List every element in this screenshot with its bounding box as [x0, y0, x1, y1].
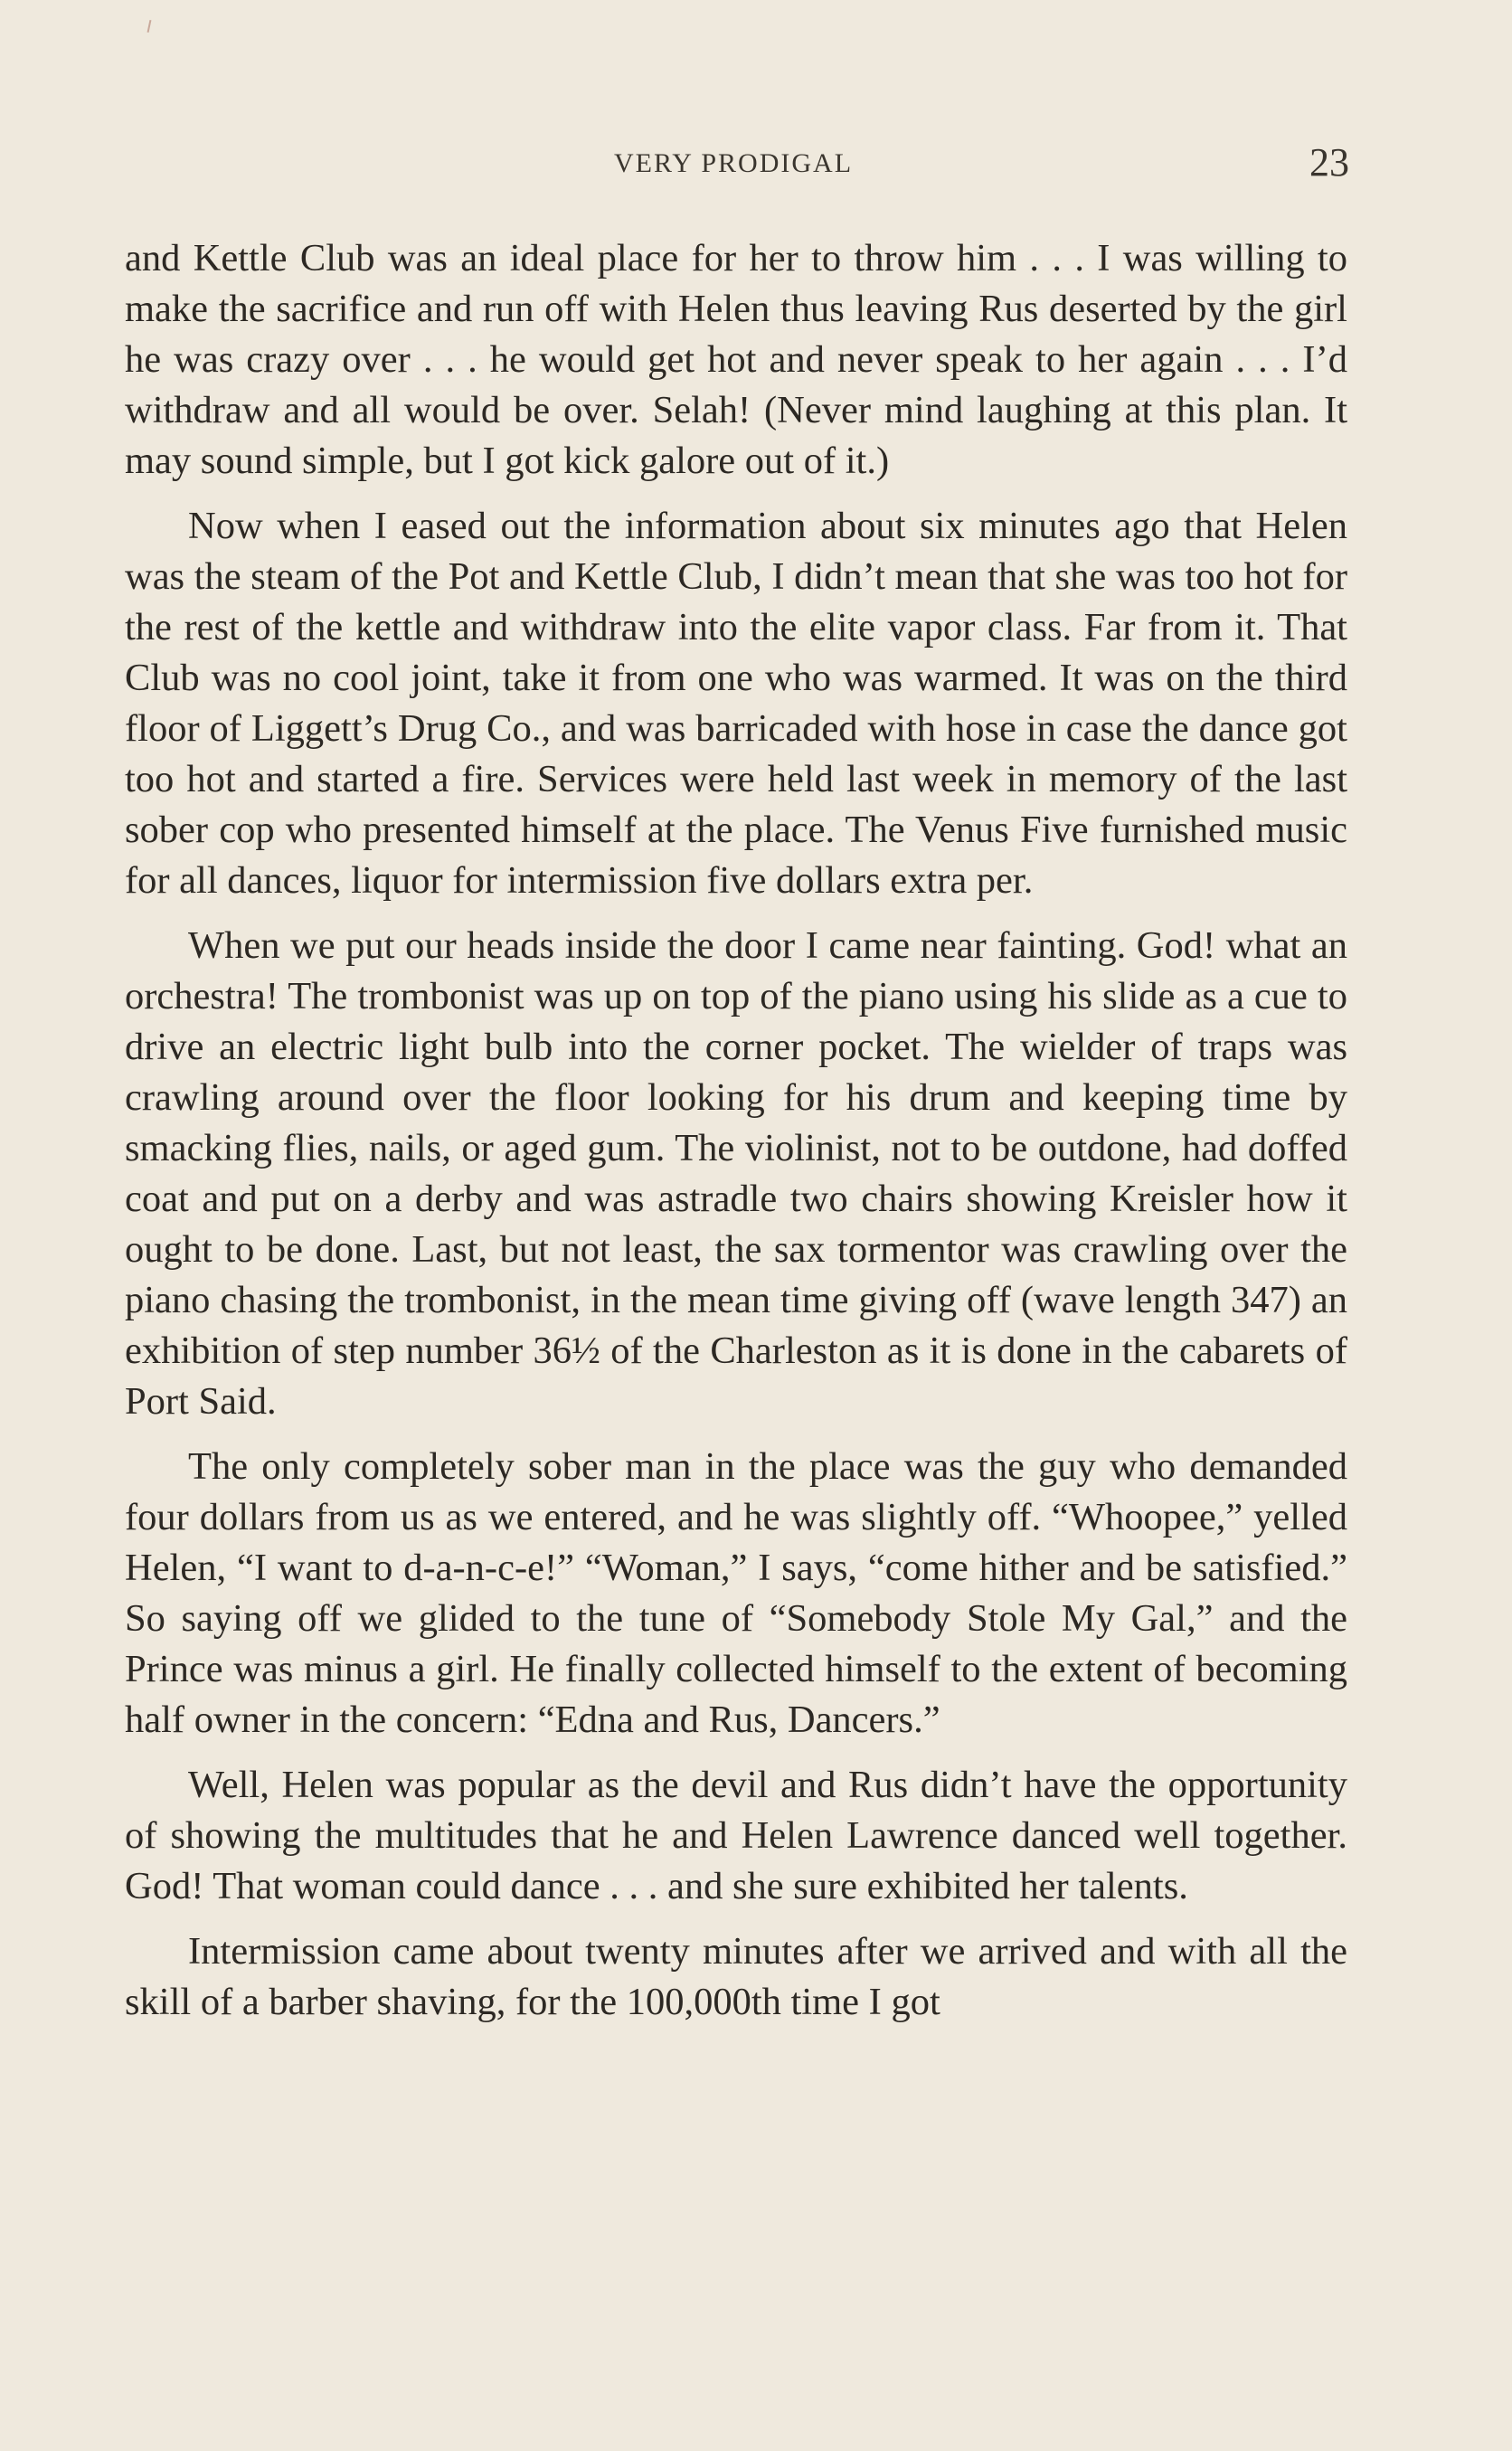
running-title: VERY PRODIGAL: [613, 148, 854, 178]
paragraph-6: Intermission came about twenty minutes after we arrived and with all the skill of a barber shaving, for the 100,000th time I got: [125, 1930, 1347, 2023]
paragraph-1: and Kettle Club was an ideal place for her to throw him . . . I was willing to make the sacrifice and run off with Helen thus leaving Rus deserted by the girl he was crazy over . . . he would get hot and never speak to her again . . . I’d withdraw and all would be over. Selah! (Never mind laughing at this plan. It may sound simple, but I got kick galore out of it.): [125, 237, 1347, 482]
paragraph-2: Now when I eased out the information about six minutes ago that Helen was the steam of the Pot and Kettle Club, I didn’t mean that she was too hot for the rest of the kettle and withdraw into the elite vapor class. Far from it. That Club was no cool joint, take it from one who was warmed. It was on the third floor of Liggett’s Drug Co., and was barricaded with hose in case the dance got too hot and started a fire. Services were held last week in memory of the last sober cop who presented himself at the place. The Venus Five furnished music for all dances, liquor for intermission five dollars extra per.: [125, 505, 1347, 902]
paragraph-5: Well, Helen was popular as the devil and Rus didn’t have the opportunity of showing the multitudes that he and Helen Lawrence danced well together. God! That woman could dance . . . and she sure exhibited her talents.: [125, 1764, 1347, 1907]
paragraph-4: The only completely sober man in the place was the guy who demanded four dollars from us as we entered, and he was slightly off. “Whoopee,” yelled Helen, “I want to d-a-n-c-e!” “Woman,” I says, “come hither and be satisfied.” So saying off we glided to the tune of “Somebody Stole My Gal,” and the Prince was minus a girl. He finally collected himself to the extent of becoming half owner in the concern: “Edna and Rus, Dancers.”: [125, 1445, 1347, 1741]
body-text: [125, 233, 1347, 2042]
print-speck: [147, 20, 152, 33]
page-number: 23: [1309, 140, 1349, 185]
running-head: [0, 140, 1512, 188]
paragraph-3: When we put our heads inside the door I came near fainting. God! what an orchestra! The trombonist was up on top of the piano using his slide as a cue to drive an electric light bulb into the corner pocket. The wielder of traps was crawling around over the floor looking for his drum and keeping time by smacking flies, nails, or aged gum. The violinist, not to be outdone, had doffed coat and put on a derby and was astradle two chairs showing Kreisler how it ought to be done. Last, but not least, the sax tormentor was crawling over the piano chasing the trombonist, in the mean time giving off (wave length 347) an exhibition of step number 36½ of the Charleston as it is done in the cabarets of Port Said.: [125, 924, 1347, 1423]
